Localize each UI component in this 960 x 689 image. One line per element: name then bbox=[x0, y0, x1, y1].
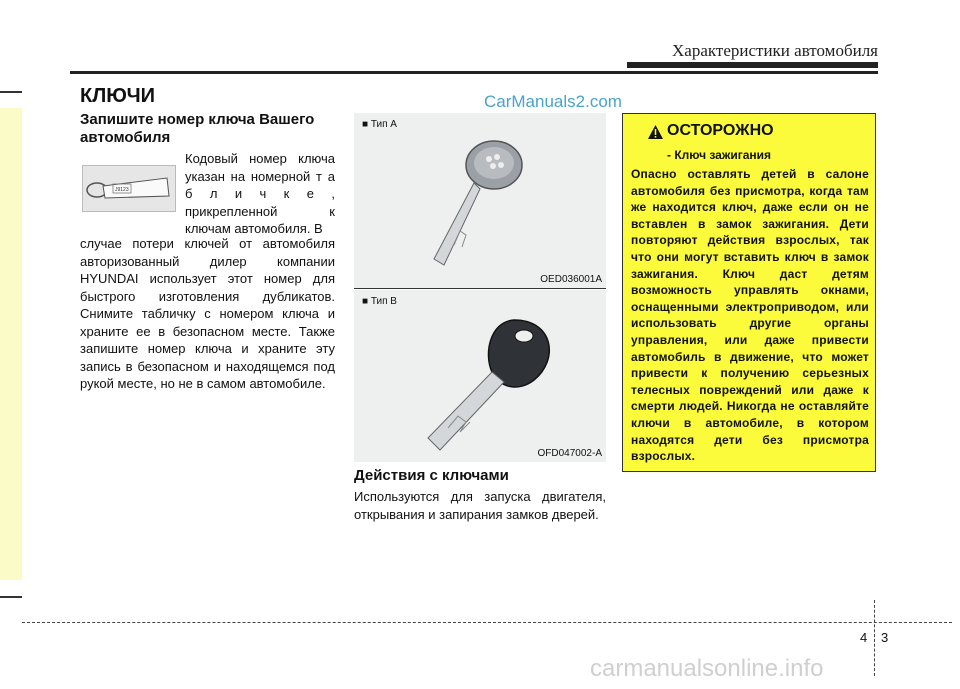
chapter-title: Характеристики автомобиля bbox=[672, 41, 878, 60]
key-a-icon bbox=[414, 135, 554, 280]
key-type-a-image bbox=[354, 113, 606, 288]
side-strip bbox=[0, 108, 22, 580]
header-line bbox=[70, 71, 878, 74]
key-operations-paragraph: Используются для запуска двигателя, открывания и запирания замков дверей. bbox=[354, 489, 606, 522]
page-number: 3 bbox=[881, 630, 889, 645]
chapter-number: 4 bbox=[860, 630, 868, 645]
warning-body: Опасно оставлять детей в салоне автомобиля без присмотра, когда там же находится ключ, даже если он не вставлен в замок зажигания. Дети повторяют действия взрослых, так что они могут вставить ключ в замок зажигания. Ключ даст детям возможность управлять окнами, оснащенными электроприводом, или использовать другие органы управления, или даже привести автомобиль в движение, что может привести к получению серьезных телесных повреждений или даже к смерти людей. Никогда не оставляйте ключи в автомобиле, в котором находятся дети без присмотра взрослых. bbox=[631, 167, 869, 464]
record-key-paragraph: случае потери ключей от автомобиля авторизованный дилер компании HYUNDAI использует этот номер для быстрого изготовления дубликатов. Снимите табличку с номером ключа и храните ее в безопасном месте. Также запишите номер ключа и храните эту запись в безопасном и находящемся под рукой месте, но не в самом автомобиле. bbox=[80, 236, 335, 391]
warning-subtitle: - Ключ зажигания bbox=[667, 148, 772, 162]
key-b-icon bbox=[404, 310, 564, 460]
side-line-bottom bbox=[0, 596, 22, 598]
record-key-heading: Запишите номер ключа Вашего автомобиля bbox=[80, 111, 315, 146]
key-type-a-label: ■ Тип A bbox=[362, 119, 397, 130]
tag-code: J9123 bbox=[115, 187, 129, 193]
warning-title: ОСТОРОЖНО bbox=[667, 122, 774, 139]
image-divider bbox=[354, 288, 606, 289]
footer-line bbox=[22, 622, 952, 623]
warning-triangle-icon bbox=[647, 124, 664, 140]
section-title: КЛЮЧИ bbox=[80, 85, 156, 107]
key-type-b-image bbox=[354, 290, 606, 462]
key-type-b-label: ■ Тип B bbox=[362, 296, 397, 307]
record-key-paragraph-top: Кодовый номер ключа указан на номерной т а б л и ч к е , прикрепленной к ключам автомобиля. В bbox=[185, 151, 335, 236]
key-type-a-code: OED036001A bbox=[540, 274, 602, 285]
key-tag-icon bbox=[83, 166, 175, 211]
header-bar bbox=[627, 62, 878, 68]
side-line-top bbox=[0, 91, 22, 93]
key-operations-heading: Действия с ключами bbox=[354, 467, 509, 484]
key-tag-image bbox=[82, 165, 176, 212]
warning-box bbox=[622, 113, 876, 472]
watermark-top[interactable]: CarManuals2.com bbox=[484, 92, 622, 111]
key-type-b-code: OFD047002-A bbox=[537, 448, 602, 459]
footer-divider bbox=[874, 600, 875, 676]
watermark-bottom[interactable]: carmanualsonline.info bbox=[590, 655, 824, 682]
